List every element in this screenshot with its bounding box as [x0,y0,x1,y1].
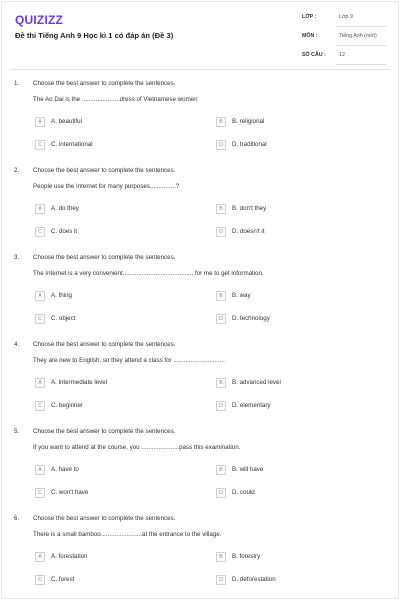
option-key-box[interactable]: D [216,575,226,585]
question-block [0,254,400,334]
question-number: 1. [14,80,20,87]
meta-underline [336,45,386,46]
option-text: B. don't they [232,205,267,212]
question-sentence: They are new to English, so they attend a class for .............................. [33,357,225,364]
option-text: C. won't have [51,489,89,496]
option-text: B. will have [232,466,264,473]
option-text: D. could [232,489,255,496]
option-key-box[interactable]: B [216,291,226,301]
header-divider [10,69,390,70]
option-text: D. traditional [232,141,267,148]
option-text: A. have to [51,466,79,473]
option-text: D. elementary [232,402,271,409]
question-number: 3. [14,254,20,261]
option-key-box[interactable]: A [35,204,45,214]
option-key-box[interactable]: A [35,378,45,388]
option-text: A. thing [51,292,72,299]
question-prompt: Choose the best answer to complete the sentences. [33,341,176,348]
option-text: C. object [51,315,76,322]
option-key-box[interactable]: C [35,488,45,498]
option-text: B. advanced level [232,379,281,386]
option-text: A. do they [51,205,79,212]
option-text: B. religional [232,118,265,125]
meta-value: Lớp 9 [339,14,353,20]
question-sentence: The Ao Dai is the ......................dress of Vietnamese women [33,96,198,103]
meta-label: MÔN : [302,33,318,39]
meta-value: Tiếng Anh (mới) [339,33,377,39]
option-text: D. technology [232,315,270,322]
option-key-box[interactable]: B [216,204,226,214]
question-number: 5. [14,428,20,435]
option-key-box[interactable]: C [35,140,45,150]
question-prompt: Choose the best answer to complete the sentences. [33,254,176,261]
option-text: C. forest [51,576,75,583]
question-sentence: If you want to attend at the course, you ......................pass this examination. [33,444,241,451]
option-key-box[interactable]: B [216,465,226,475]
option-key-box[interactable]: D [216,401,226,411]
option-key-box[interactable]: A [35,291,45,301]
option-text: A. forestation [51,553,88,560]
option-key-box[interactable]: C [35,227,45,237]
worksheet-header [0,0,400,70]
option-text: C. beginner [51,402,83,409]
meta-underline [336,26,386,27]
meta-underline [336,64,386,65]
question-prompt: Choose the best answer to complete the sentences. [33,515,176,522]
question-sentence: There is a small bamboo........................at the entrance to the village. [33,531,222,538]
option-key-box[interactable]: D [216,488,226,498]
option-key-box[interactable]: A [35,117,45,127]
question-prompt: Choose the best answer to complete the sentences. [33,80,176,87]
question-number: 2. [14,167,20,174]
question-block [0,167,400,247]
question-sentence: The Internet is a very convenient......................................... for me to get information. [33,270,264,277]
option-key-box[interactable]: C [35,575,45,585]
meta-row-subject [302,29,386,48]
option-key-box[interactable]: B [216,378,226,388]
option-text: D. deforestation [232,576,276,583]
option-key-box[interactable]: C [35,314,45,324]
question-number: 6. [14,515,20,522]
meta-row-class [302,10,386,29]
question-block [0,515,400,595]
option-text: B. way [232,292,251,299]
question-sentence: People use the Internet for many purposes,..............? [33,183,180,190]
question-block [0,341,400,421]
meta-value: 12 [339,52,345,58]
worksheet-meta [302,10,386,67]
option-text: A. intermediate level [51,379,108,386]
option-text: D. doesn't it [232,228,265,235]
question-prompt: Choose the best answer to complete the sentences. [33,428,176,435]
question-block [0,80,400,160]
option-key-box[interactable]: A [35,552,45,562]
question-block [0,428,400,508]
option-key-box[interactable]: A [35,465,45,475]
option-key-box[interactable]: B [216,117,226,127]
option-key-box[interactable]: B [216,552,226,562]
option-text: C. does it [51,228,78,235]
option-text: B. forestry [232,553,261,560]
option-key-box[interactable]: D [216,314,226,324]
option-key-box[interactable]: C [35,401,45,411]
meta-label: LỚP : [302,14,317,20]
quizizz-logo: QUIZIZZ [15,13,64,27]
question-number: 4. [14,341,20,348]
meta-row-question-count [302,48,386,67]
meta-label: SỐ CÂU : [302,52,326,58]
worksheet-title: Đề thi Tiếng Anh 9 Học kì 1 có đáp án (Đề 3) [15,31,174,40]
question-prompt: Choose the best answer to complete the sentences. [33,167,176,174]
option-text: C. international [51,141,93,148]
option-text: A. beautiful [51,118,82,125]
option-key-box[interactable]: D [216,227,226,237]
option-key-box[interactable]: D [216,140,226,150]
